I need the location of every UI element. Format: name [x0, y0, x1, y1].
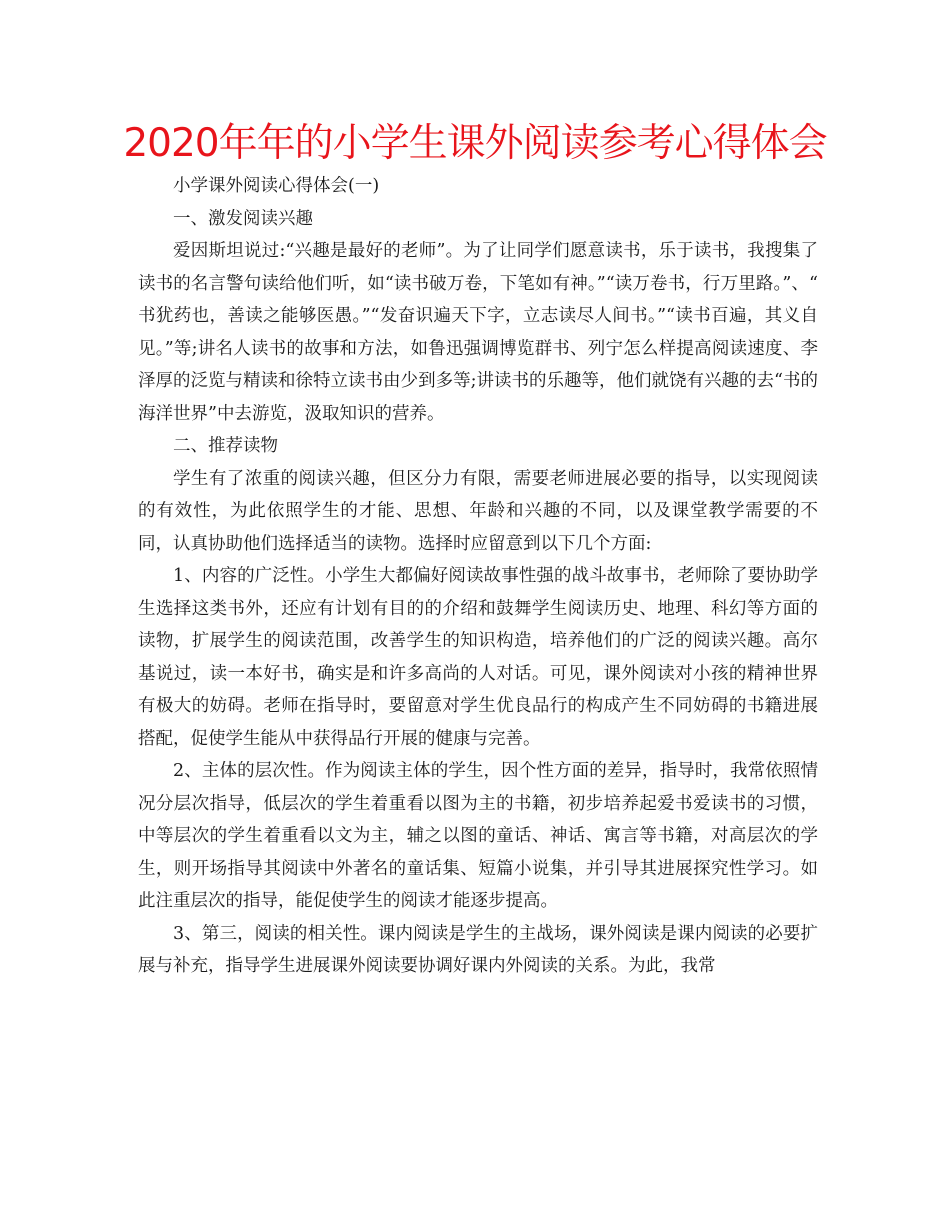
- section-heading: 小学课外阅读心得体会(一): [173, 176, 380, 196]
- body-paragraph: 爱因斯坦说过:“兴趣是最好的老师”。为了让同学们愿意读书，乐于读书，我搜集了读书的名言警句读给他们听，如“读书破万卷，下笔如有神。”“读万卷书，行万里路。”、“ 书犹药也，善读之能够医愚。”“发奋识遍天下字，立志读尽人间书。”“读书百遍，其义自见。”等;讲名人读书的故事和方法，如鲁迅强调博览群书、列宁怎么样提高阅读速度、李泽厚的泛览与精读和徐特立读书由少到多等;讲读书的乐趣等，他们就饶有兴趣的去“书的海洋世界”中去游览，汲取知识的营养。: [138, 241, 818, 424]
- section-heading: 一、激发阅读兴趣: [173, 208, 313, 229]
- body-paragraph: 3、第三，阅读的相关性。课内阅读是学生的主战场，课外阅读是课内阅读的必要扩展与补充，指导学生进展课外阅读要协调好课内外阅读的关系。为此，我常: [138, 923, 818, 976]
- body-paragraph: 2、主体的层次性。作为阅读主体的学生，因个性方面的差异，指导时，我常依照情况分层次指导，低层次的学生着重看以图为主的书籍，初步培养起爱书爱读书的习惯，中等层次的学生着重看以文为主，辅之以图的童话、神话、寓言等书籍，对高层次的学生，则开场指导其阅读中外著名的童话集、短篇小说集，并引导其进展探究性学习。如此注重层次的指导，能促使学生的阅读才能逐步提高。: [138, 761, 818, 911]
- document-body: [138, 170, 818, 983]
- body-paragraph: 学生有了浓重的阅读兴趣，但区分力有限，需要老师进展必要的指导，以实现阅读的有效性，为此依照学生的才能、思想、年龄和兴趣的不同，以及课堂教学需要的不同，认真协助他们选择适当的读物。选择时应留意到以下几个方面:: [138, 468, 818, 554]
- body-paragraph: 1、内容的广泛性。小学生大都偏好阅读故事性强的战斗故事书，老师除了要协助学生选择这类书外，还应有计划有目的的介绍和鼓舞学生阅读历史、地理、科幻等方面的读物，扩展学生的阅读范围，改善学生的知识构造，培养他们的广泛的阅读兴趣。高尔基说过，读一本好书，确实是和许多高尚的人对话。可见，课外阅读对小孩的精神世界有极大的妨碍。老师在指导时，要留意对学生优良品行的构成产生不同妨碍的书籍进展搭配，促使学生能从中获得品行开展的健康与完善。: [138, 566, 818, 749]
- section-heading: 二、推荐读物: [173, 436, 278, 456]
- document-title: 2020年年的小学生课外阅读参考心得体会: [123, 121, 827, 166]
